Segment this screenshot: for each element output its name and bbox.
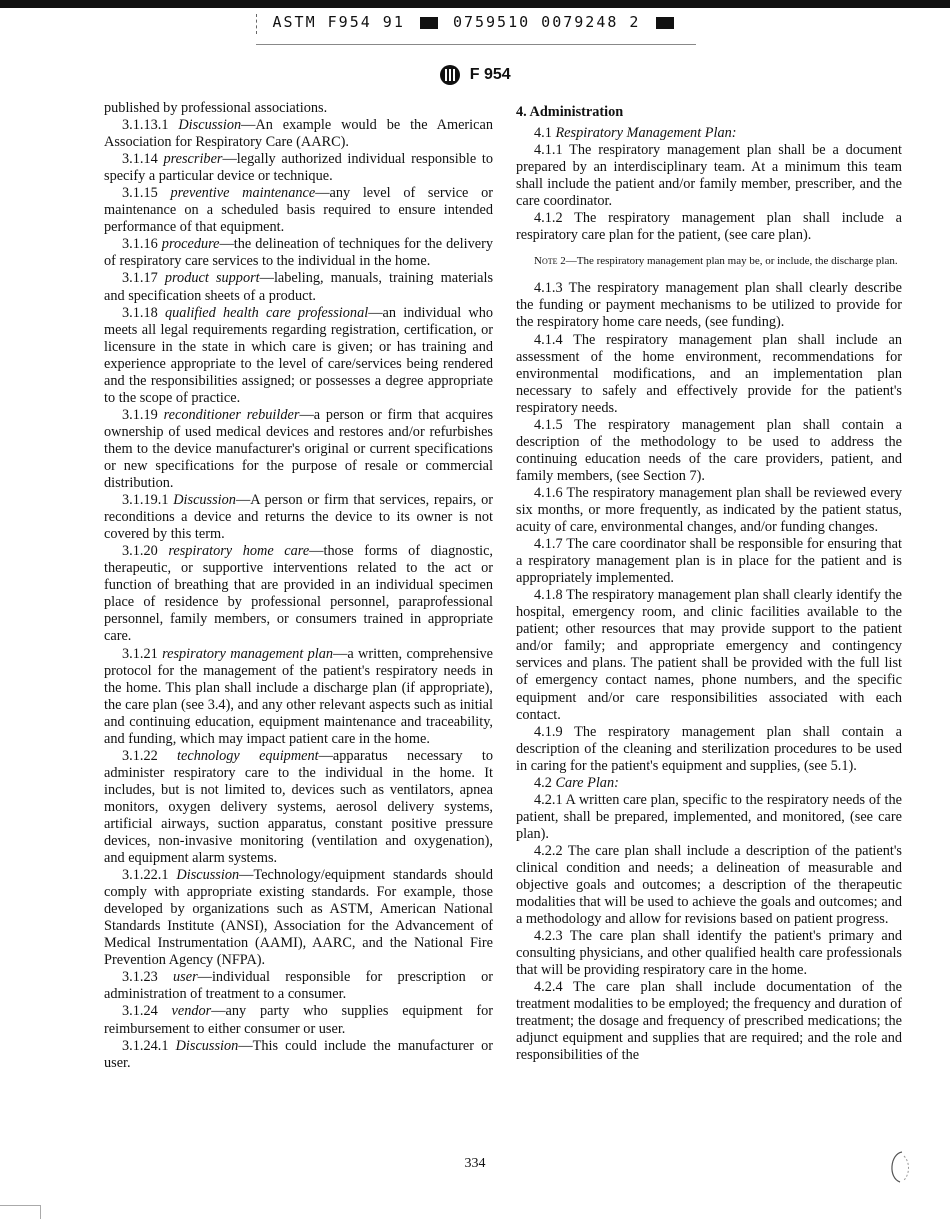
definition-3-1-22-1: 3.1.22.1 Discussion—Technology/equipment standards should comply with appropriate existing standards. For example, those developed by organizations such as ASTM, American National Standards Institute (ANSI), Association for the Advancement of Medical Instrumentation (AAMI), AARC, and the National Fire Prevention Agency (NFPA). [104, 867, 494, 969]
clause-4-1-5: 4.1.5 The respiratory management plan shall contain a description of the methodology to be used to address the continuing education needs of the care providers, patient, and family members, (see Section 7). [516, 416, 902, 484]
section-heading: 4. Administration [516, 104, 624, 120]
subsection-4-1-title: 4.1 Respiratory Management Plan: [534, 125, 737, 142]
clause-4-2-2: 4.2.2 The care plan shall include a description of the patient's clinical condition and needs; a delineation of measurable and objective goals and outcomes; a description of the therapeutic modalities that will be used to achieve the goals and outcomes; and a methodology and allow for revisions based on patient progress. [516, 842, 902, 928]
definition-3-1-20: 3.1.20 respiratory home care—those forms of diagnostic, therapeutic, or supportive interventions related to the act or function of breathing that are provided in an individual specimen place of residence by professional personnel, paraprofessional personnel, family members, or consumers trained in appropriate care. [104, 543, 494, 645]
definition-3-1-21: 3.1.21 respiratory management plan—a written, comprehensive protocol for the management of the patient's respiratory needs in the home. This plan shall include a discharge plan (if appropriate), the care plan (see 3.4), and any other relevant aspects such as initial and continuing education, equipment maintenance and traceability, and funding, which may impact patient care in the home. [104, 645, 493, 747]
definition-3-1-14: 3.1.14 prescriber—legally authorized individual responsible to specify a particular device or technique. [104, 151, 493, 185]
definition-3-1-17: 3.1.17 product support—labeling, manuals, training materials and specification sheets of a product. [104, 270, 494, 304]
doc-id-code: 0759510 0079248 2 [452, 13, 641, 31]
note-2: Note 2—The respiratory management plan may be, or include, the discharge plan. [534, 255, 898, 268]
clause-4-1-4: 4.1.4 The respiratory management plan shall include an assessment of the home environment, recommendations for environmental modifications, and an implementation plan necessary to safely and effectively provide for the patient's respiratory needs. [516, 331, 902, 416]
clause-4-1-3: 4.1.3 The respiratory management plan shall clearly describe the funding or payment mechanisms to be utilized to provide for the respiratory home care needs, (see funding). [516, 280, 902, 331]
definition-3-1-22: 3.1.22 technology equipment—apparatus necessary to administer respiratory care to the individual in the home. It includes, but is not limited to, devices such as ventilators, apnea monitors, oxygen delivery systems, aerosol delivery systems, artificial airways, suction apparatus, constant positive pressure devices, non-invasive monitoring (ventilation and oxygenation), and equipment alarm systems. [104, 747, 493, 867]
header-rule [256, 44, 696, 45]
clause-4-1-6: 4.1.6 The respiratory management plan shall be reviewed every six months, or more frequently, as indicated by the patient status, acuity of care, environmental changes, and/or funding changes. [516, 484, 902, 536]
definition-3-1-16: 3.1.16 procedure—the delineation of techniques for the delivery of respiratory care services to the individual in the home. [104, 236, 493, 270]
left-column [104, 100, 493, 1072]
clause-4-1-1: 4.1.1 The respiratory management plan shall be a document prepared by an interdisciplinary team. At a minimum this team shall include the patient and/or family member, prescriber, and the care coordinator. [516, 142, 902, 210]
definition-3-1-23: 3.1.23 user—individual responsible for prescription or administration of treatment to a consumer. [104, 969, 493, 1003]
scan-tick [256, 14, 258, 34]
clause-4-2-1: 4.2.1 A written care plan, specific to the respiratory needs of the patient, shall be prepared, implemented, and monitored, (see care plan). [516, 791, 902, 842]
page-header [0, 64, 950, 86]
clause-4-2-4: 4.2.4 The care plan shall include documentation of the treatment modalities to be employed; the frequency and duration of treatment; the dosage and frequency of prescribed medications; the adjunct equipment and supplies that are required; and the role and responsibilities of the [516, 979, 902, 1064]
clause-4-2-3: 4.2.3 The care plan shall identify the patient's primary and consulting physicians, and other qualified health care professionals that will be providing respiratory care in the home. [516, 928, 902, 979]
top-scan-bar [0, 0, 950, 8]
document-id-line [0, 13, 950, 31]
paragraph: published by professional associations. [104, 100, 328, 116]
definition-3-1-13-1: 3.1.13.1 Discussion—An example would be the American Association for Respiratory Care (AARC). [104, 117, 493, 151]
subsection-4-2-title: 4.2 Care Plan: [534, 774, 619, 791]
clause-4-1-2: 4.1.2 The respiratory management plan shall include a respiratory care plan for the patient, (see care plan). [516, 210, 902, 244]
definition-3-1-19: 3.1.19 reconditioner rebuilder—a person or firm that acquires ownership of used medical devices and restores and/or refurbishes them to the device manufacturer's original or current specifications or new specifications for the purpose of resale or commercial distribution. [104, 406, 494, 492]
redaction-block [420, 17, 438, 29]
definition-3-1-15: 3.1.15 preventive maintenance—any level of service or maintenance on a scheduled basis required to ensure intended performance of that equipment. [104, 185, 494, 236]
astm-logo-icon [439, 64, 461, 86]
scan-corner-mark [880, 1148, 914, 1191]
definition-3-1-19-1: 3.1.19.1 Discussion—A person or firm that services, repairs, or reconditions a device and returns the device to its owner is not covered by this term. [104, 492, 493, 543]
binder-line [40, 1205, 42, 1219]
clause-4-1-7: 4.1.7 The care coordinator shall be responsible for ensuring that a respiratory management plan is in place for the patient and is appropriately implemented. [516, 536, 902, 587]
clause-4-1-8: 4.1.8 The respiratory management plan shall clearly identify the hospital, emergency room, and clinic facilities available to the patient; other resources that may provide support to the patient and/or family; and appropriate emergency and contingency services and plans. The patient shall be provided with the full list of emergency contact names, phone numbers, and the specific equipment and/or care responsibilities associated with each contact. [516, 587, 902, 723]
page-number: 334 [464, 1156, 486, 1171]
right-column [516, 100, 902, 1065]
definition-3-1-18: 3.1.18 qualified health care professional—an individual who meets all legal requirements regarding registration, certification, or licensure in the state in which care is given; or has training and experience appropriate to the level of care/services being rendered and the responsibilities assigned; or possesses a degree appropriate to the scope of practice. [104, 304, 494, 406]
designation: F 954 [469, 66, 511, 83]
binder-line [0, 1205, 40, 1206]
definition-3-1-24-1: 3.1.24.1 Discussion—This could include the manufacturer or user. [104, 1037, 493, 1071]
redaction-block [656, 17, 674, 29]
clause-4-1-9: 4.1.9 The respiratory management plan shall contain a description of the cleaning and sterilization procedures to be used in caring for the patient's equipment and supplies, (see 5.1). [516, 723, 902, 774]
doc-id-prefix: ASTM F954 91 [272, 13, 405, 31]
definition-3-1-24: 3.1.24 vendor—any party who supplies equipment for reimbursement to either consumer or user. [104, 1003, 493, 1037]
